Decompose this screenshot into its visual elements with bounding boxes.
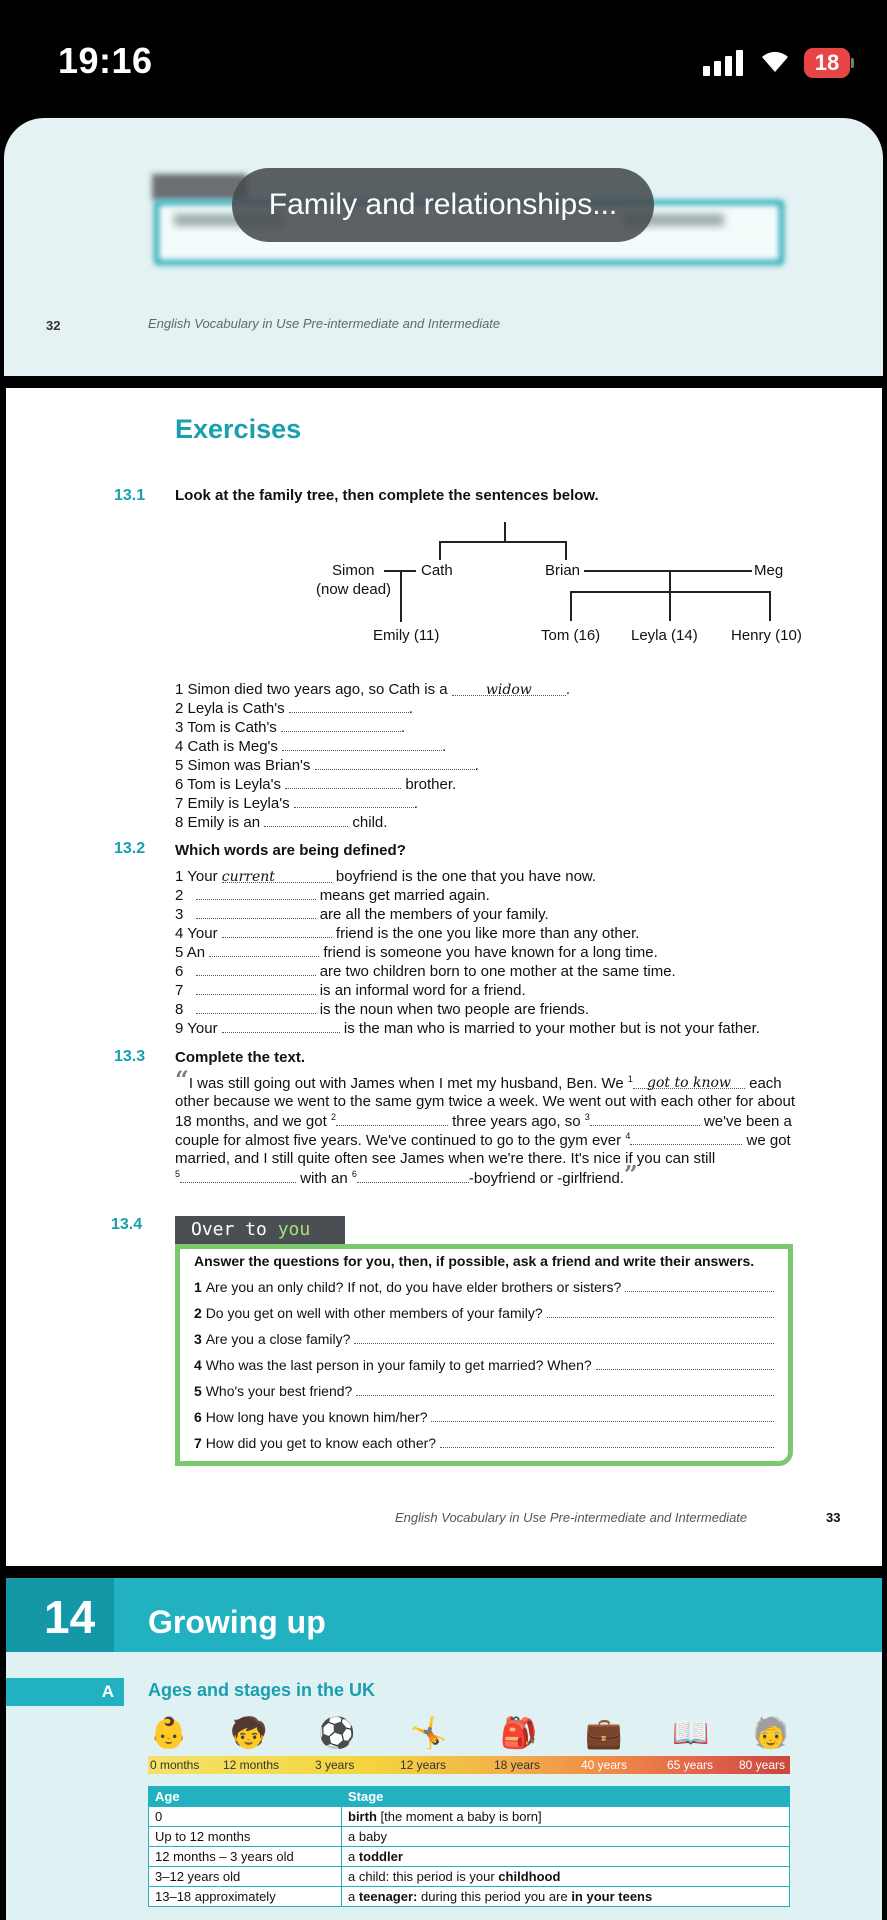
section-letter: A bbox=[6, 1678, 124, 1706]
age-cell: 3–12 years old bbox=[149, 1867, 342, 1887]
list-item: 3 are all the members of your family. bbox=[175, 906, 549, 923]
answer-blank[interactable] bbox=[336, 1113, 448, 1126]
list-item: 1 Your current boyfriend is the one that you have now. bbox=[175, 868, 597, 885]
list-item: 4 Your friend is the one you like more than any other. bbox=[175, 925, 640, 942]
list-item: 7 Emily is Leyla's . bbox=[175, 795, 418, 812]
answer-blank[interactable] bbox=[285, 776, 401, 789]
exercise-number: 13.4 bbox=[111, 1216, 143, 1233]
tree-tom: Tom (16) bbox=[541, 627, 601, 644]
stage-cell: a baby bbox=[342, 1827, 790, 1847]
list-item: 6 Tom is Leyla's brother. bbox=[175, 776, 457, 793]
list-item: 5 Simon was Brian's . bbox=[175, 757, 479, 774]
age-label: 0 months bbox=[150, 1758, 200, 1772]
over-to-you-box bbox=[175, 1244, 793, 1466]
answer-blank[interactable] bbox=[315, 757, 475, 770]
answer-blank[interactable] bbox=[209, 944, 319, 957]
list-item: 7 How did you get to know each other? bbox=[194, 1435, 774, 1451]
answer-blank[interactable] bbox=[222, 925, 332, 938]
signal-icon bbox=[703, 50, 747, 76]
tree-leyla: Leyla (14) bbox=[631, 627, 698, 644]
unit-number: 14 bbox=[44, 1591, 96, 1643]
list-item: 5 An friend is someone you have known for a long time. bbox=[175, 944, 658, 961]
age-label: 65 years bbox=[667, 1758, 714, 1772]
close-quote-mark: ” bbox=[623, 1160, 638, 1189]
unit-header-bar bbox=[6, 1578, 882, 1652]
exercise-number: 13.2 bbox=[114, 840, 146, 857]
battery-cap bbox=[851, 58, 854, 68]
answer-blank[interactable] bbox=[356, 1383, 774, 1396]
answer-blank[interactable] bbox=[294, 795, 414, 808]
stage-cell: a toddler bbox=[342, 1847, 790, 1867]
list-item: 4 Cath is Meg's . bbox=[175, 738, 447, 755]
table-row bbox=[149, 1887, 790, 1907]
elderly-cane-icon: 🧓 bbox=[752, 1717, 790, 1750]
exercise-number: 13.3 bbox=[114, 1048, 146, 1065]
exercise-instruction: Complete the text. bbox=[175, 1049, 306, 1066]
answer-blank[interactable] bbox=[196, 963, 316, 976]
list-item: 2 means get married again. bbox=[175, 887, 490, 904]
answer-blank[interactable] bbox=[222, 1020, 340, 1033]
list-item: 5 Who's your best friend? bbox=[194, 1383, 774, 1399]
answer-blank[interactable] bbox=[282, 738, 442, 751]
stage-cell: a child: this period is your childhood bbox=[342, 1867, 790, 1887]
page-number: 32 bbox=[46, 318, 61, 333]
column-header: Age bbox=[149, 1787, 342, 1807]
list-item: 8 is the noun when two people are friends. bbox=[175, 1001, 590, 1018]
list-item: 9 Your is the man who is married to your mother but is not your father. bbox=[175, 1020, 760, 1037]
answer-blank[interactable] bbox=[196, 1001, 316, 1014]
child-football-icon: ⚽ bbox=[318, 1717, 356, 1750]
exercise-instruction: Look at the family tree, then complete the sentences below. bbox=[175, 487, 599, 504]
answer-blank[interactable] bbox=[625, 1279, 774, 1292]
over-to-you-tab: Over to you bbox=[175, 1216, 345, 1244]
tree-emily: Emily (11) bbox=[373, 627, 440, 644]
list-item: 1 Are you an only child? If not, do you have elder brothers or sisters? bbox=[194, 1279, 774, 1295]
answer-blank[interactable] bbox=[547, 1305, 774, 1318]
list-item: 6 How long have you known him/her? bbox=[194, 1409, 774, 1425]
table-header-row bbox=[149, 1787, 790, 1807]
tree-henry: Henry (10) bbox=[731, 627, 802, 644]
page-footer: English Vocabulary in Use Pre-intermediate and Intermediate bbox=[148, 316, 501, 331]
list-item: 2 Leyla is Cath's . bbox=[175, 700, 413, 717]
tree-meg: Meg bbox=[754, 562, 784, 579]
status-time: 19:16 bbox=[58, 40, 153, 81]
tree-simon-note: (now dead) bbox=[316, 581, 392, 598]
tree-cath: Cath bbox=[421, 562, 453, 579]
wifi-icon bbox=[760, 48, 790, 74]
table-row bbox=[149, 1847, 790, 1867]
tree-simon: Simon bbox=[332, 562, 375, 579]
age-label: 12 years bbox=[400, 1758, 447, 1772]
answer-blank[interactable] bbox=[196, 982, 316, 995]
businessman-icon: 💼 bbox=[585, 1717, 623, 1750]
document-title-pill[interactable]: Family and relationships... bbox=[232, 168, 654, 242]
ages-stages-table bbox=[148, 1786, 790, 1907]
answer-blank[interactable] bbox=[264, 814, 348, 827]
age-label: 18 years bbox=[494, 1758, 541, 1772]
answer-blank[interactable] bbox=[596, 1357, 774, 1370]
table-row bbox=[149, 1827, 790, 1847]
page-number: 33 bbox=[826, 1510, 841, 1525]
answer-blank[interactable] bbox=[440, 1435, 774, 1448]
stage-cell: birth [the moment a baby is born] bbox=[342, 1807, 790, 1827]
answer-blank[interactable] bbox=[354, 1331, 774, 1344]
age-cell: 12 months – 3 years old bbox=[149, 1847, 342, 1867]
list-item: 6 are two children born to one mother at the same time. bbox=[175, 963, 676, 980]
list-item: 4 Who was the last person in your family to get married? When? bbox=[194, 1357, 774, 1373]
unit-title: Growing up bbox=[148, 1604, 326, 1640]
handwritten-answer: widow bbox=[485, 682, 532, 698]
answer-blank[interactable] bbox=[196, 906, 316, 919]
age-cell: 0 bbox=[149, 1807, 342, 1827]
crawling-baby-icon: 👶 bbox=[150, 1717, 188, 1750]
stage-cell: a teenager: during this period you are in your teens bbox=[342, 1887, 790, 1907]
answer-blank[interactable] bbox=[281, 719, 401, 732]
backpacker-icon: 🎒 bbox=[500, 1717, 538, 1750]
answer-blank[interactable] bbox=[357, 1170, 469, 1183]
list-item: 8 Emily is an child. bbox=[175, 814, 388, 831]
tree-brian: Brian bbox=[545, 562, 581, 579]
answer-blank[interactable] bbox=[289, 700, 409, 713]
kid-jumping-icon: 🤸 bbox=[410, 1717, 448, 1750]
answer-blank[interactable] bbox=[431, 1409, 774, 1422]
age-label: 40 years bbox=[581, 1758, 628, 1772]
exercise-number: 13.1 bbox=[114, 487, 146, 504]
page-footer: English Vocabulary in Use Pre-intermediate and Intermediate bbox=[395, 1510, 748, 1525]
age-label: 80 years bbox=[739, 1758, 786, 1772]
open-quote-mark: “ bbox=[175, 1065, 189, 1094]
over-to-you-instruction: Answer the questions for you, then, if possible, ask a friend and write their answers. bbox=[194, 1253, 755, 1269]
list-item: 3 Tom is Cath's . bbox=[175, 719, 406, 736]
handwritten-answer: got to know bbox=[646, 1075, 731, 1091]
list-item: 2 Do you get on well with other members of your family? bbox=[194, 1305, 774, 1321]
exercise-instruction: Which words are being defined? bbox=[175, 842, 406, 859]
age-cell: Up to 12 months bbox=[149, 1827, 342, 1847]
toddler-icon: 🧒 bbox=[230, 1717, 268, 1750]
handwritten-answer: current bbox=[221, 869, 275, 885]
table-row bbox=[149, 1867, 790, 1887]
answer-blank[interactable] bbox=[196, 887, 316, 900]
answer-blank[interactable] bbox=[180, 1170, 296, 1183]
answer-blank[interactable] bbox=[590, 1113, 700, 1126]
list-item: 3 Are you a close family? bbox=[194, 1331, 774, 1347]
section-title: Ages and stages in the UK bbox=[148, 1680, 376, 1700]
table-row bbox=[149, 1807, 790, 1827]
reading-chair-icon: 📖 bbox=[672, 1717, 710, 1750]
age-label: 12 months bbox=[223, 1758, 280, 1772]
age-cell: 13–18 approximately bbox=[149, 1887, 342, 1907]
age-label: 3 years bbox=[315, 1758, 355, 1772]
answer-blank[interactable] bbox=[630, 1132, 742, 1145]
exercises-heading: Exercises bbox=[175, 414, 302, 444]
list-item: 1 Simon died two years ago, so Cath is a widow . bbox=[175, 681, 570, 698]
battery-icon: 18 bbox=[804, 48, 850, 78]
column-header: Stage bbox=[342, 1787, 790, 1807]
previous-page bbox=[4, 118, 883, 376]
list-item: 7 is an informal word for a friend. bbox=[175, 982, 526, 999]
